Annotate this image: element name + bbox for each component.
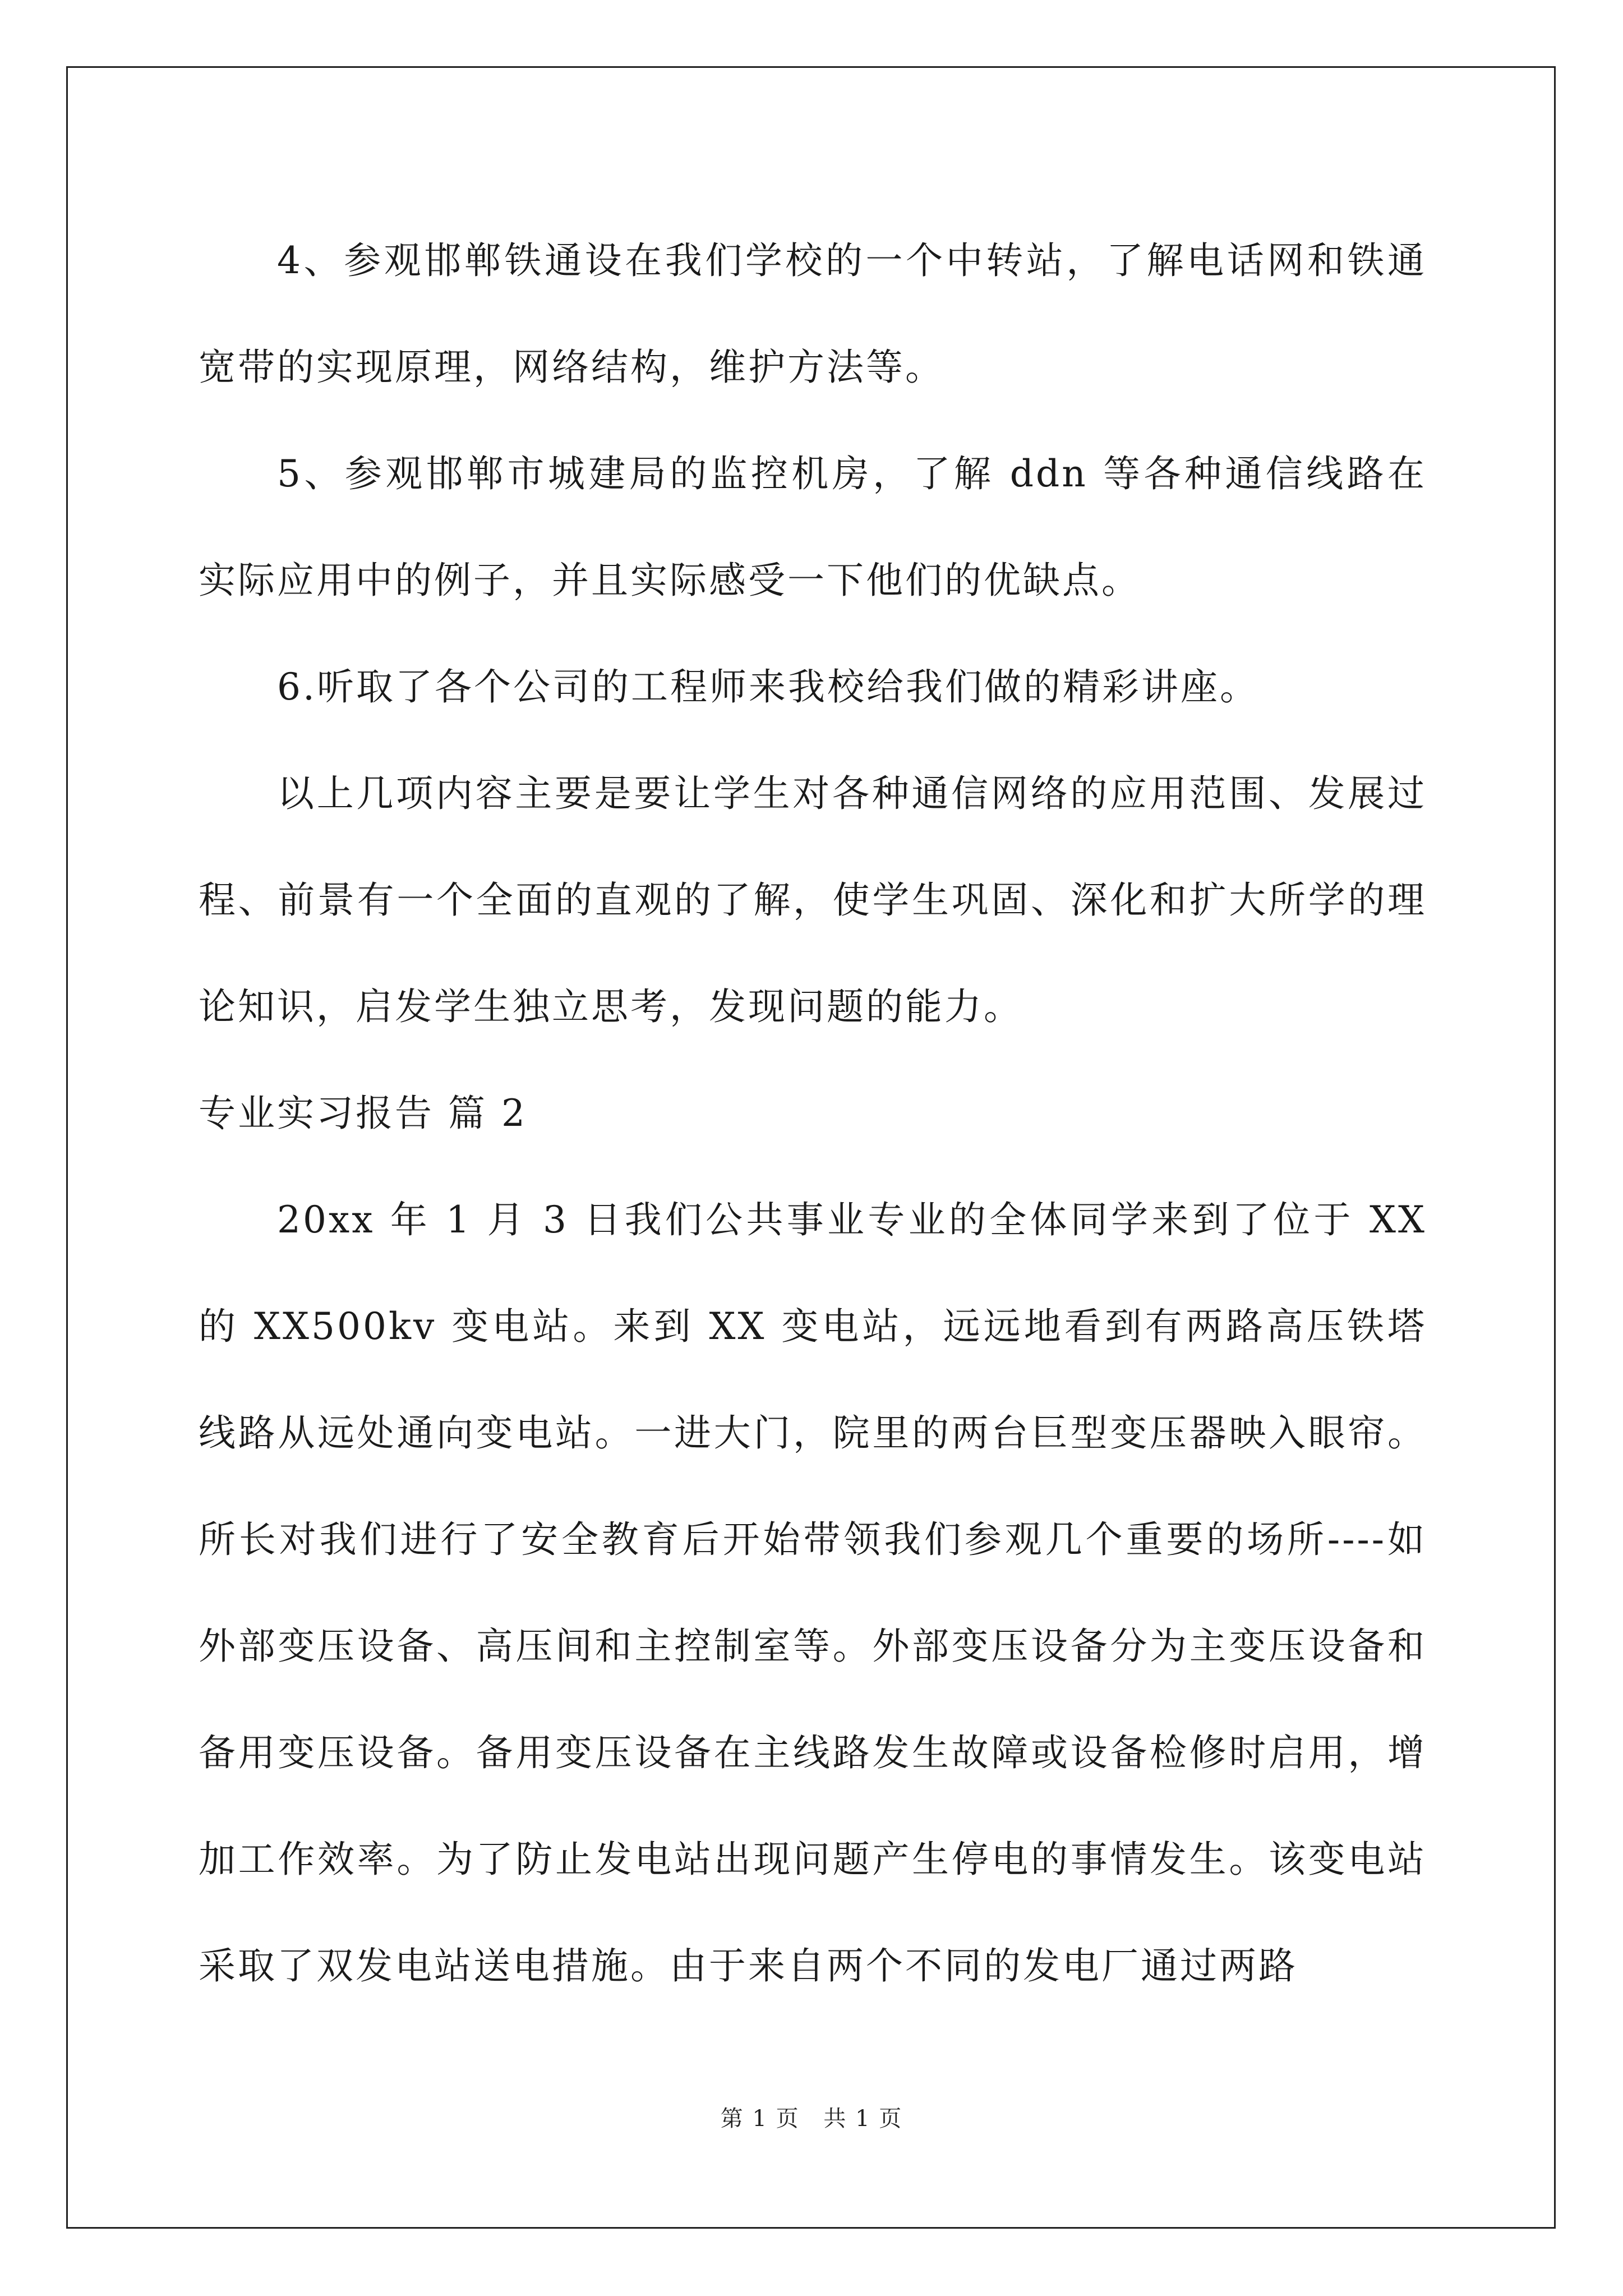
section-heading: 专业实习报告 篇 2 [199,1092,527,1135]
paragraph-item-4: 4、参观邯郸铁通设在我们学校的一个中转站，了解电话网和铁通宽带的实现原理，网络结构，维护方法等。 [199,239,1427,389]
page-total: 共 1 页 [823,2106,903,2132]
document-body [199,208,1427,2019]
paragraph-item-5: 5、参观邯郸市城建局的监控机房，了解 ddn 等各种通信线路在实际应用中的例子，并且实际感受一下他们的优缺点。 [199,452,1427,602]
paragraph-summary: 以上几项内容主要是要让学生对各种通信网络的应用范围、发展过程、前景有一个全面的直观的了解，使学生巩固、深化和扩大所学的理论知识，启发学生独立思考，发现问题的能力。 [199,772,1427,1028]
page-footer [0,2101,1623,2133]
paragraph-report-2: 20xx 年 1 月 3 日我们公共事业专业的全体同学来到了位于 XX 的 XX500kv 变电站。来到 XX 变电站，远远地看到有两路高压铁塔线路从远处通向变电站。一进大门，院里的两台巨型变压器映入眼帘。所长对我们进行了安全教育后开始带领我们参观几个重要的场所----如外部变压设备、高压间和主控制室等。外部变压设备分为主变压设备和备用变压设备。备用变压设备在主线路发生故障或设备检修时启用，增加工作效率。为了防止发电站出现问题产生停电的事情发生。该变电站采取了双发电站送电措施。由于来自两个不同的发电厂通过两路 [199,1198,1427,1987]
page-number: 第 1 页 [720,2106,800,2132]
paragraph-item-6: 6.听取了各个公司的工程师来我校给我们做的精彩讲座。 [277,665,1259,708]
